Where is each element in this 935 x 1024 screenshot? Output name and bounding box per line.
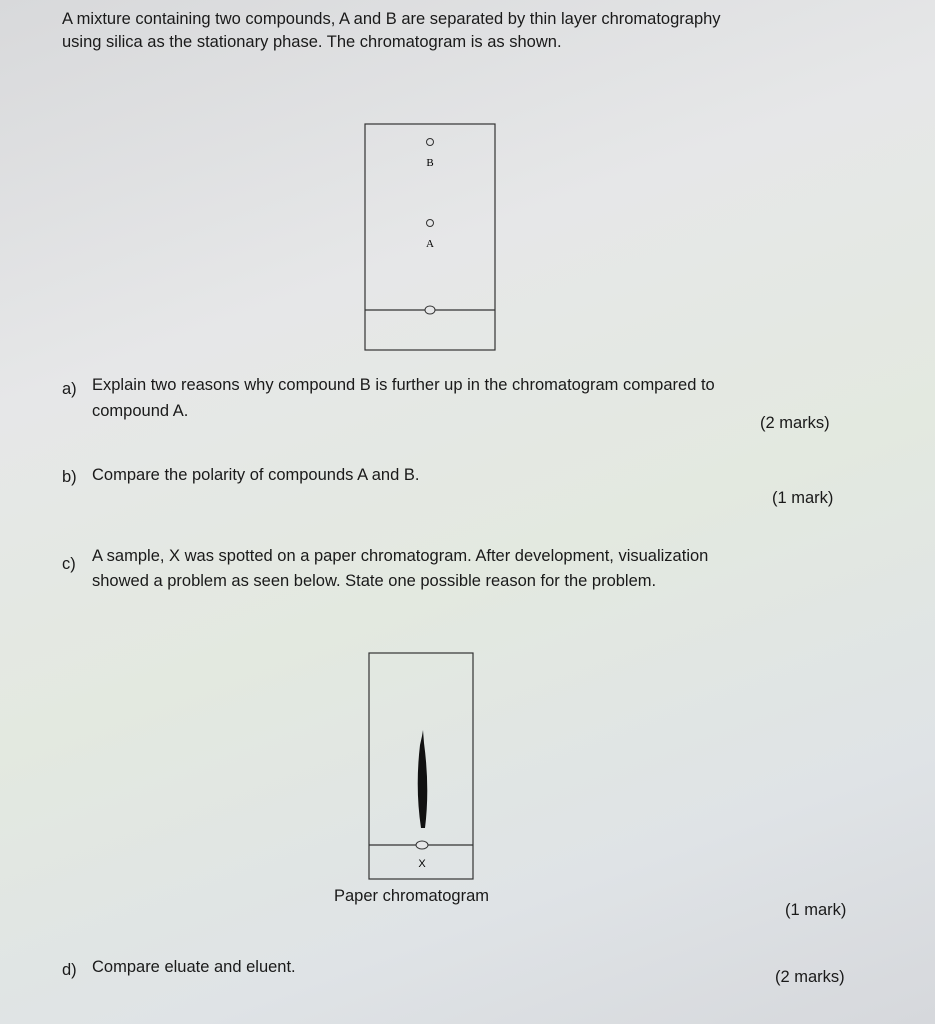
paper-chromatogram-diagram (365, 648, 480, 884)
question-a-marks: (2 marks) (760, 414, 830, 432)
streak (418, 730, 428, 828)
intro-line-2: using silica as the stationary phase. The chromatogram is as shown. (62, 33, 562, 51)
question-d-marks: (2 marks) (775, 968, 845, 986)
question-b-label: b) (62, 468, 77, 486)
spot-a (427, 220, 434, 227)
question-c-marks: (1 mark) (785, 901, 847, 919)
question-d-text: Compare eluate and eluent. (92, 958, 296, 976)
origin-spot (425, 306, 435, 314)
label-a: A (426, 238, 434, 250)
sample-label: X (418, 858, 426, 870)
question-c-text-1: A sample, X was spotted on a paper chromatogram. After development, visualization (92, 547, 709, 565)
spot-b (427, 139, 434, 146)
origin-spot (416, 841, 428, 849)
question-a-label: a) (62, 380, 77, 398)
question-a-text-1: Explain two reasons why compound B is further up in the chromatogram compared to (92, 376, 715, 394)
question-b-marks: (1 mark) (772, 489, 834, 507)
intro-line-1: A mixture containing two compounds, A and B are separated by thin layer chromatography (62, 10, 721, 28)
question-b-text: Compare the polarity of compounds A and B. (92, 466, 420, 484)
tlc-diagram (360, 120, 505, 355)
question-d-label: d) (62, 961, 77, 979)
paper-caption: Paper chromatogram (334, 887, 489, 905)
label-b: B (426, 157, 434, 169)
question-c-text-2: showed a problem as seen below. State one possible reason for the problem. (92, 572, 657, 590)
question-a-text-2: compound A. (92, 402, 189, 420)
question-c-label: c) (62, 555, 76, 573)
